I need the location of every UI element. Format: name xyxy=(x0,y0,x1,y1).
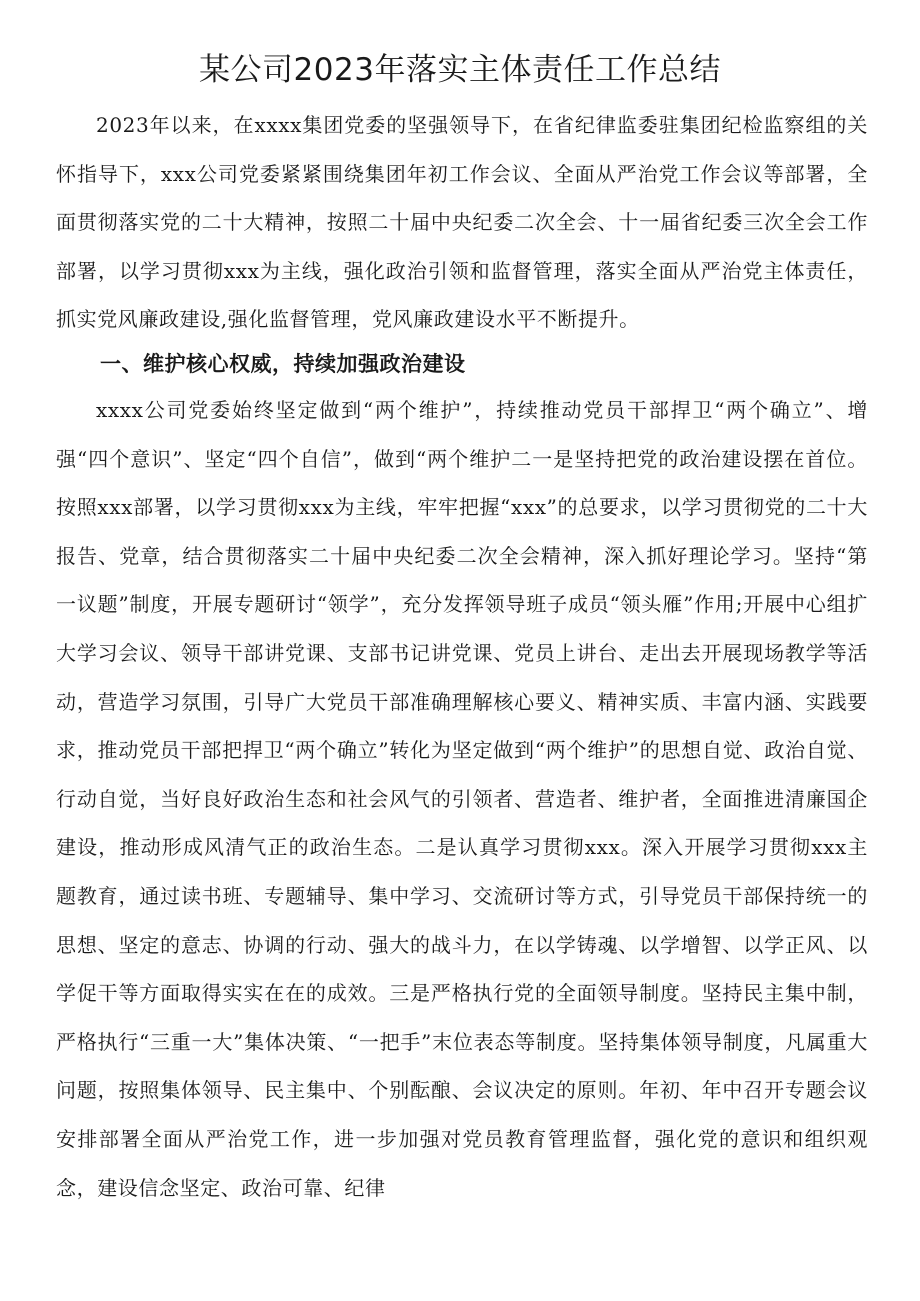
intro-paragraph: 2023年以来，在xxxx集团党委的坚强领导下，在省纪律监委驻集团纪检监察组的关怀指导下，xxx公司党委紧紧围绕集团年初工作会议、全面从严治党工作会议等部署，全面贯彻落实党的二十大精神，按照二十届中央纪委二次全会、十一届省纪委三次全会工作部署，以学习贯彻xxx为主线，强化政治引领和监督管理，落实全面从严治党主体责任，抓实党风廉政建设,强化监督管理，党风廉政建设水平不断提升。 xyxy=(56,113,868,332)
section-1-paragraph: xxxx公司党委始终坚定做到“两个维护”，持续推动党员干部捍卫“两个确立”、增强“四个意识”、坚定“四个自信”，做到“两个维护二一是坚持把党的政治建设摆在首位。按照xxx部署，以学习贯彻xxx为主线，牢牢把握“xxx”的总要求，以学习贯彻党的二十大报告、党章，结合贯彻落实二十届中央纪委二次全会精神，深入抓好理论学习。坚持“第一议题”制度，开展专题研讨“领学”，充分发挥领导班子成员“领头雁”作用;开展中心组扩大学习会议、领导干部讲党课、支部书记讲党课、党员上讲台、走出去开展现场教学等活动，营造学习氛围，引导广大党员干部准确理解核心要义、精神实质、丰富内涵、实践要求，推动党员干部把捍卫“两个确立”转化为坚定做到“两个维护”的思想自觉、政治自觉、行动自觉，当好良好政治生态和社会风气的引领者、营造者、维护者，全面推进清廉国企建设，推动形成风清气正的政治生态。二是认真学习贯彻xxx。深入开展学习贯彻xxx主题教育，通过读书班、专题辅导、集中学习、交流研讨等方式，引导党员干部保持统一的思想、坚定的意志、协调的行动、强大的战斗力，在以学铸魂、以学增智、以学正风、以学促干等方面取得实实在在的成效。三是严格执行党的全面领导制度。坚持民主集中制，严格执行“三重一大”集体决策、“一把手”末位表态等制度。坚持集体领导制度，凡属重大问题，按照集体领导、民主集中、个别酝酿、会议决定的原则。年初、年中召开专题会议安排部署全面从严治党工作，进一步加强对党员教育管理监督，强化党的意识和组织观念，建设信念坚定、政治可靠、纪律 xyxy=(56,398,868,1200)
section-1-heading: 一、维护核心权威，持续加强政治建设 xyxy=(100,352,466,376)
document-title: 某公司2023年落实主体责任工作总结 xyxy=(199,52,721,88)
